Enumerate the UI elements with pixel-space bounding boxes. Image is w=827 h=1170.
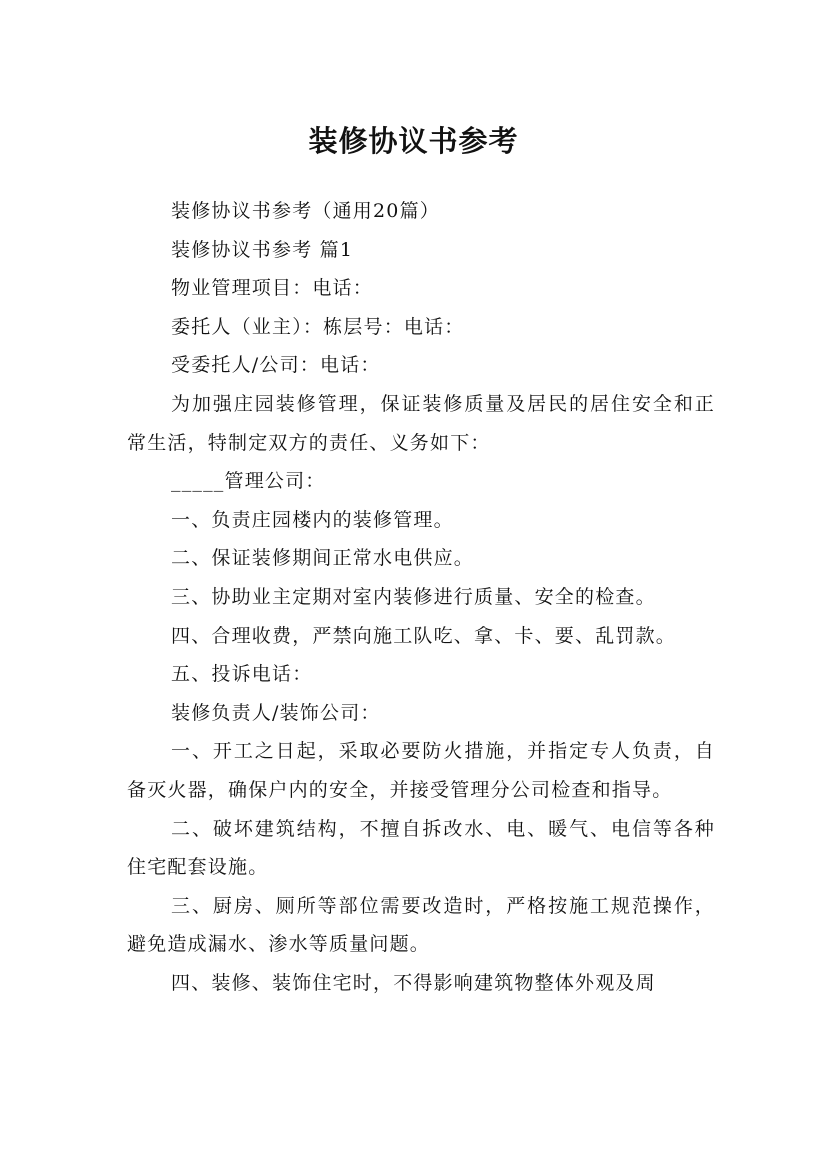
paragraph-subtitle: 装修协议书参考（通用20篇） (171, 200, 440, 222)
paragraph-section-heading: 装修协议书参考 篇1 (171, 238, 354, 261)
paragraph-decor-duty-3: 三、厨房、厕所等部位需要改造时，严格按施工规范操作，避免造成漏水、渗水等质量问题。 (127, 894, 715, 956)
paragraph-property-project: 物业管理项目：电话： (171, 277, 374, 300)
document-body (127, 192, 715, 1002)
document-title: 装修协议书参考 (308, 124, 519, 159)
paragraph-decor-duty-2: 二、破坏建筑结构，不擅自拆改水、电、暖气、电信等各种住宅配套设施。 (127, 817, 715, 879)
paragraph-mgmt-duty-2: 二、保证装修期间正常水电供应。 (171, 547, 475, 570)
paragraph-purpose: 为加强庄园装修管理，保证装修质量及居民的居住安全和正常生活，特制定双方的责任、义务如下： (127, 392, 715, 454)
paragraph-client: 委托人（业主）：栋层号：电话： (171, 315, 465, 338)
paragraph-mgmt-duty-5: 五、投诉电话： (171, 663, 313, 686)
paragraph-decoration-party: 装修负责人/装饰公司： (171, 701, 381, 724)
paragraph-decor-duty-4: 四、装修、装饰住宅时，不得影响建筑物整体外观及周 (171, 971, 656, 994)
paragraph-mgmt-duty-1: 一、负责庄园楼内的装修管理。 (171, 508, 454, 531)
paragraph-mgmt-duty-4: 四、合理收费，严禁向施工队吃、拿、卡、要、乱罚款。 (171, 624, 677, 647)
paragraph-management-company: _____管理公司： (171, 470, 326, 493)
paragraph-contractor: 受委托人/公司：电话： (171, 354, 381, 377)
paragraph-decor-duty-1: 一、开工之日起，采取必要防火措施，并指定专人负责，自备灭火器，确保户内的安全，并接受管理分公司检查和指导。 (127, 740, 715, 801)
paragraph-mgmt-duty-3: 三、协助业主定期对室内装修进行质量、安全的检查。 (171, 585, 656, 608)
